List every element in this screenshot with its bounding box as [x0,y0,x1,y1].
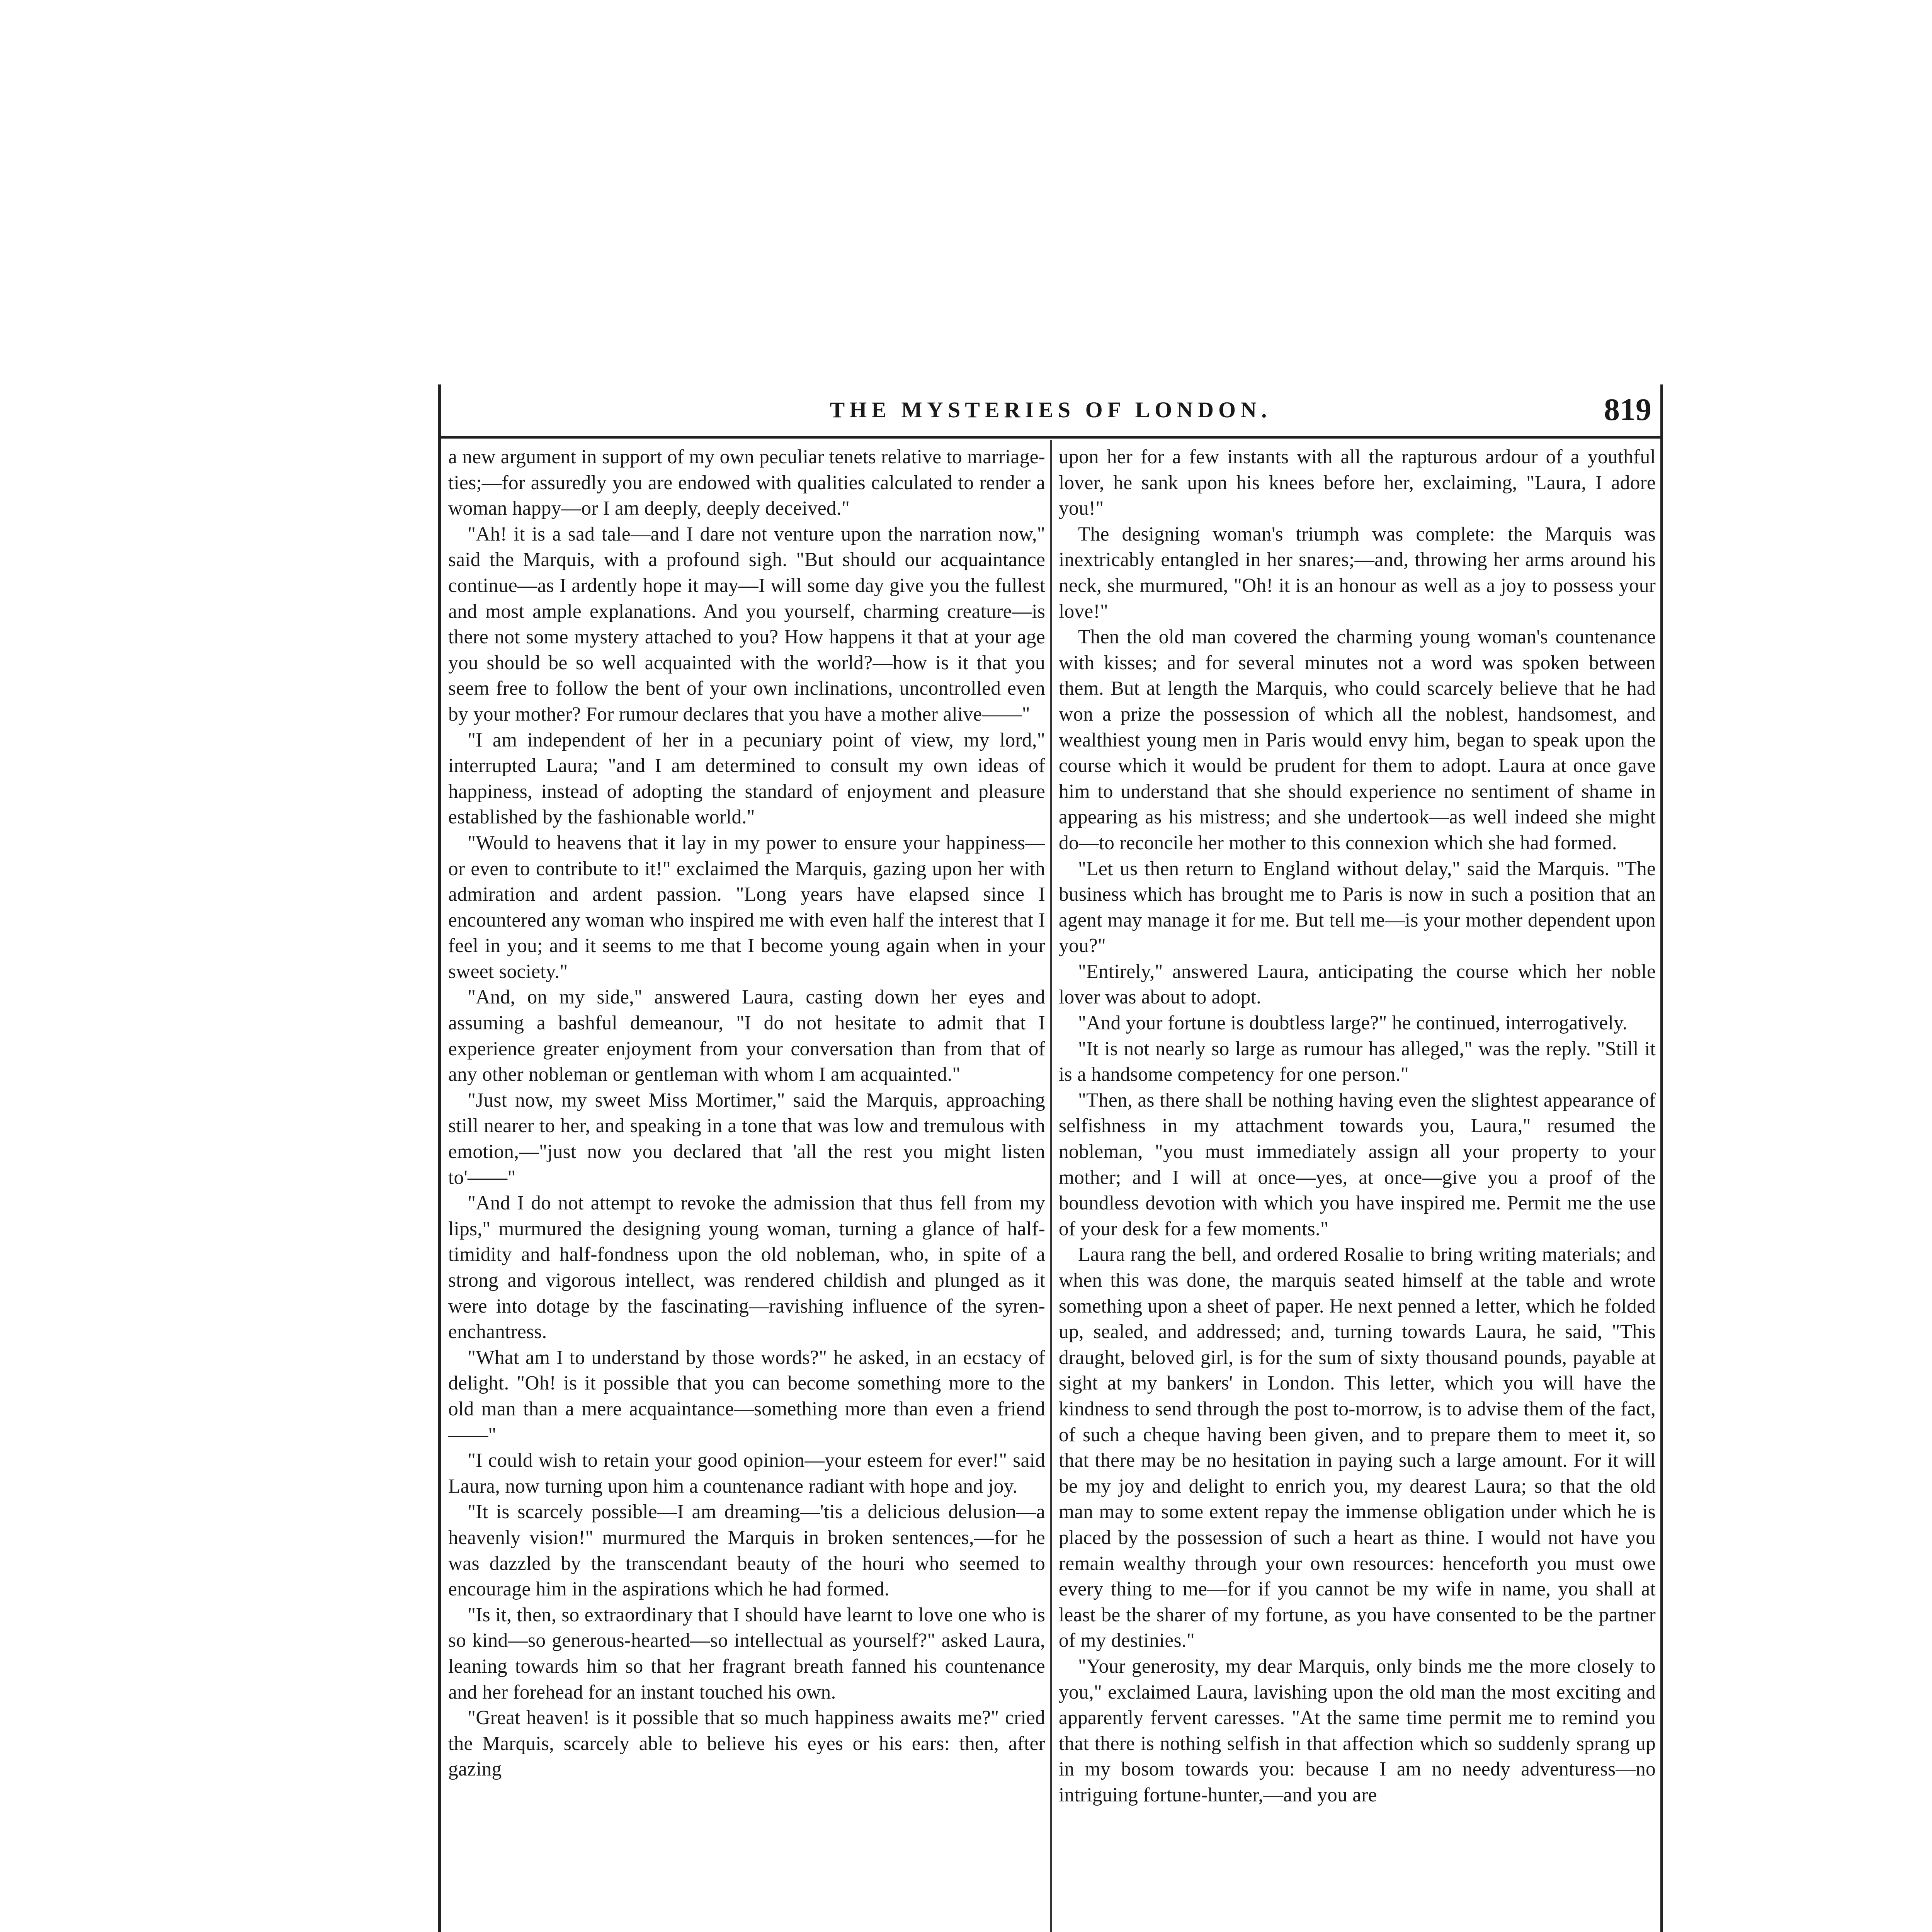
paragraph: "It is not nearly so large as rumour has alleged," was the reply. "Still it is a handsome competency for one person." [1059,1037,1656,1086]
paragraph: Laura rang the bell, and ordered Rosalie to bring writing materials; and when this was done, the marquis seated himself at the table and wrote something upon a sheet of paper. He next penned a letter, which he folded up, sealed, and addressed; and, turning towards Laura, he said, "This draught, beloved girl, is for the sum of sixty thousand pounds, payable at sight at my bankers' in London. This letter, which you will have the kindness to send through the post to-morrow, is to advise them of the fact, of such a cheque having been given, and to prepare them to meet it, so that there may be no hesitation in paying such a large amount. For it will be my joy and delight to enrich you, my dearest Laura; so that the old man may to some extent repay the immense obligation under which he is placed by the possession of such a heart as thine. I would not have you remain wealthy through your own resources: henceforth you must owe every thing to me—for if you cannot be my wife in name, you shall at least be the sharer of my fortune, as you have consented to be the partner of my destinies." [1059,1243,1656,1652]
paragraph: The designing woman's triumph was complete: the Marquis was inextricably entangled in her snares;—and, throwing her arms around his neck, she murmured, "Oh! it is an honour as well as a joy to possess your love!" [1059,523,1656,622]
paragraph: "Ah! it is a sad tale—and I dare not venture upon the narration now," said the Marquis, with a profound sigh. "But should our acquaintance continue—as I ardently hope it may—I will some day give you the fullest and most ample explanations. And you yourself, charming creature—is there not some mystery attached to you? How happens it that at your age you should be so well acquainted with the world?—how is it that you seem free to follow the bent of your own inclinations, uncontrolled even by your mother? For rumour declares that you have a mother alive——" [448,523,1045,725]
right-column [1059,444,1656,1932]
paragraph: "Entirely," answered Laura, anticipating the course which her noble lover was about to adopt. [1059,960,1656,1009]
paragraph: "Then, as there shall be nothing having even the slightest appearance of selfishness in my attachment towards you, Laura," resumed the nobleman, "you must immediately assign all your property to your mother; and I will at once—yes, at once—give you a proof of the boundless devotion with which you have inspired me. Permit me the use of your desk for a few moments." [1059,1089,1656,1240]
paragraph: a new argument in support of my own peculiar tenets relative to marriage-ties;—for assuredly you are endowed with qualities calculated to render a woman happy—or I am deeply, deeply deceived." [448,446,1045,520]
paragraph: "Is it, then, so extraordinary that I should have learnt to love one who is so kind—so generous-hearted—so intellectual as yourself?" asked Laura, leaning towards him so that her fragrant breath fanned his countenance and her forehead for an instant touched his own. [448,1604,1045,1703]
paragraph: "And, on my side," answered Laura, casting down her eyes and assuming a bashful demeanour, "I do not hesitate to admit that I experience greater enjoyment from your conversation than from that of any other nobleman or gentleman with whom I am acquainted." [448,986,1045,1086]
paragraph: "Great heaven! is it possible that so much happiness awaits me?" cried the Marquis, scarcely able to believe his eyes or his ears: then, after gazing [448,1707,1045,1781]
paragraph: "Your generosity, my dear Marquis, only binds me the more closely to you," exclaimed Laura, lavishing upon the old man the most exciting and apparently fervent caresses. "At the same time permit me to remind you that there is nothing selfish in that affection which so suddenly sprang up in my bosom towards you: because I am no needy adventuress—no intriguing fortune-hunter,—and you are [1059,1655,1656,1806]
paragraph: "Let us then return to England without delay," said the Marquis. "The business which has brought me to Paris is now in such a position that an agent may manage it for me. But tell me—is your mother dependent upon you?" [1059,857,1656,957]
paragraph: "I am independent of her in a pecuniary point of view, my lord," interrupted Laura; "and I am determined to consult my own ideas of happiness, instead of adopting the standard of enjoyment and pleasure established by the fashionable world." [448,729,1045,828]
paragraph: "And I do not attempt to revoke the admission that thus fell from my lips," murmured the designing young woman, turning a glance of half-timidity and half-fondness upon the old nobleman, who, in spite of a strong and vigorous intellect, was rendered childish and plunged as it were into dotage by the fascinating—ravishing influence of the syren-enchantress. [448,1192,1045,1343]
paragraph: "It is scarcely possible—I am dreaming—'tis a delicious delusion—a heavenly vision!" murmured the Marquis in broken sentences,—for he was dazzled by the transcendant beauty of the houri who seemed to encourage him in the aspirations which he had formed. [448,1501,1045,1600]
paragraph: Then the old man covered the charming young woman's countenance with kisses; and for several minutes not a word was spoken between them. But at length the Marquis, who could scarcely believe that he had won a prize the possession of which all the noblest, handsomest, and wealthiest young men in Paris would envy him, began to speak upon the course which it would be prudent for them to adopt. Laura at once gave him to understand that she should experience no sentiment of shame in appearing as his mistress; and she undertook—as well indeed she might do—to reconcile her mother to this connexion which she had formed. [1059,626,1656,854]
page-title: THE MYSTERIES OF LONDON. [830,397,1272,422]
paragraph: "And your fortune is doubtless large?" he continued, interrogatively. [1078,1012,1628,1034]
paragraph: upon her for a few instants with all the rapturous ardour of a youthful lover, he sank upon his knees before her, exclaiming, "Laura, I adore you!" [1059,446,1656,520]
paragraph: "I could wish to retain your good opinion—your esteem for ever!" said Laura, now turning upon him a countenance radiant with hope and joy. [448,1449,1045,1497]
paragraph: "What am I to understand by those words?" he asked, in an ecstacy of delight. "Oh! is it possible that you can become something more to the old man than a mere acquaintance—something more than even a friend——" [448,1346,1045,1446]
running-header [438,384,1663,439]
paragraph: "Just now, my sweet Miss Mortimer," said the Marquis, approaching still nearer to her, and speaking in a tone that was low and tremulous with emotion,—"just now you declared that 'all the rest you might listen to'——" [448,1089,1045,1189]
page-number: 819 [1604,392,1651,427]
column-divider [1050,440,1052,1932]
paragraph: "Would to heavens that it lay in my power to ensure your happiness—or even to contribute to it!" exclaimed the Marquis, gazing upon her with admiration and ardent passion. "Long years have elapsed since I encountered any woman who inspired me with even half the interest that I feel in you; and it seems to me that I become young again when in your sweet society." [448,832,1045,983]
left-column [448,444,1045,1932]
